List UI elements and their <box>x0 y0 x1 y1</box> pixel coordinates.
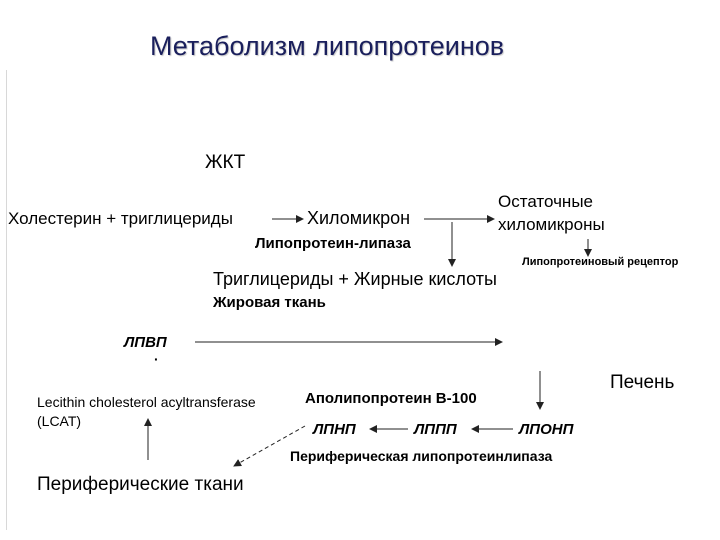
label-adipose-tissue: Жировая ткань <box>213 294 326 311</box>
label-lcat-line2: (LCAT) <box>37 413 82 429</box>
slide-title: Метаболизм липопротеинов <box>150 31 505 61</box>
label-peripheral-tissues: Периферические ткани <box>37 474 244 495</box>
label-lcat-line1: Lecithin cholesterol acyltransferase <box>37 394 256 410</box>
label-remnant-line2: хиломикроны <box>498 215 605 234</box>
label-chylomicron: Хиломикрон <box>307 208 411 228</box>
label-gkt: ЖКТ <box>205 152 246 173</box>
arrow-ldl-to-peripheral <box>234 426 305 466</box>
label-apolipoprotein-b100: Аполипопротеин В-100 <box>305 390 477 407</box>
label-peripheral-lipase: Периферическая липопротеинлипаза <box>290 448 553 464</box>
label-hdl: ЛПВП <box>124 334 167 351</box>
label-lipoprotein-receptor: Липопротеиновый рецептор <box>522 256 679 268</box>
label-idl: ЛППП <box>414 421 457 438</box>
label-triglycerides-fatty-acids: Триглицериды + Жирные кислоты <box>213 269 497 289</box>
label-liver: Печень <box>610 372 675 393</box>
label-vldl: ЛПОНП <box>519 421 574 438</box>
label-cholesterol-triglycerides: Холестерин + триглицериды <box>8 209 233 228</box>
label-remnant-line1: Остаточные <box>498 192 593 211</box>
label-lipoprotein-lipase: Липопротеин-липаза <box>255 235 411 252</box>
label-dot: · <box>154 351 159 367</box>
label-ldl: ЛПНП <box>313 421 356 438</box>
